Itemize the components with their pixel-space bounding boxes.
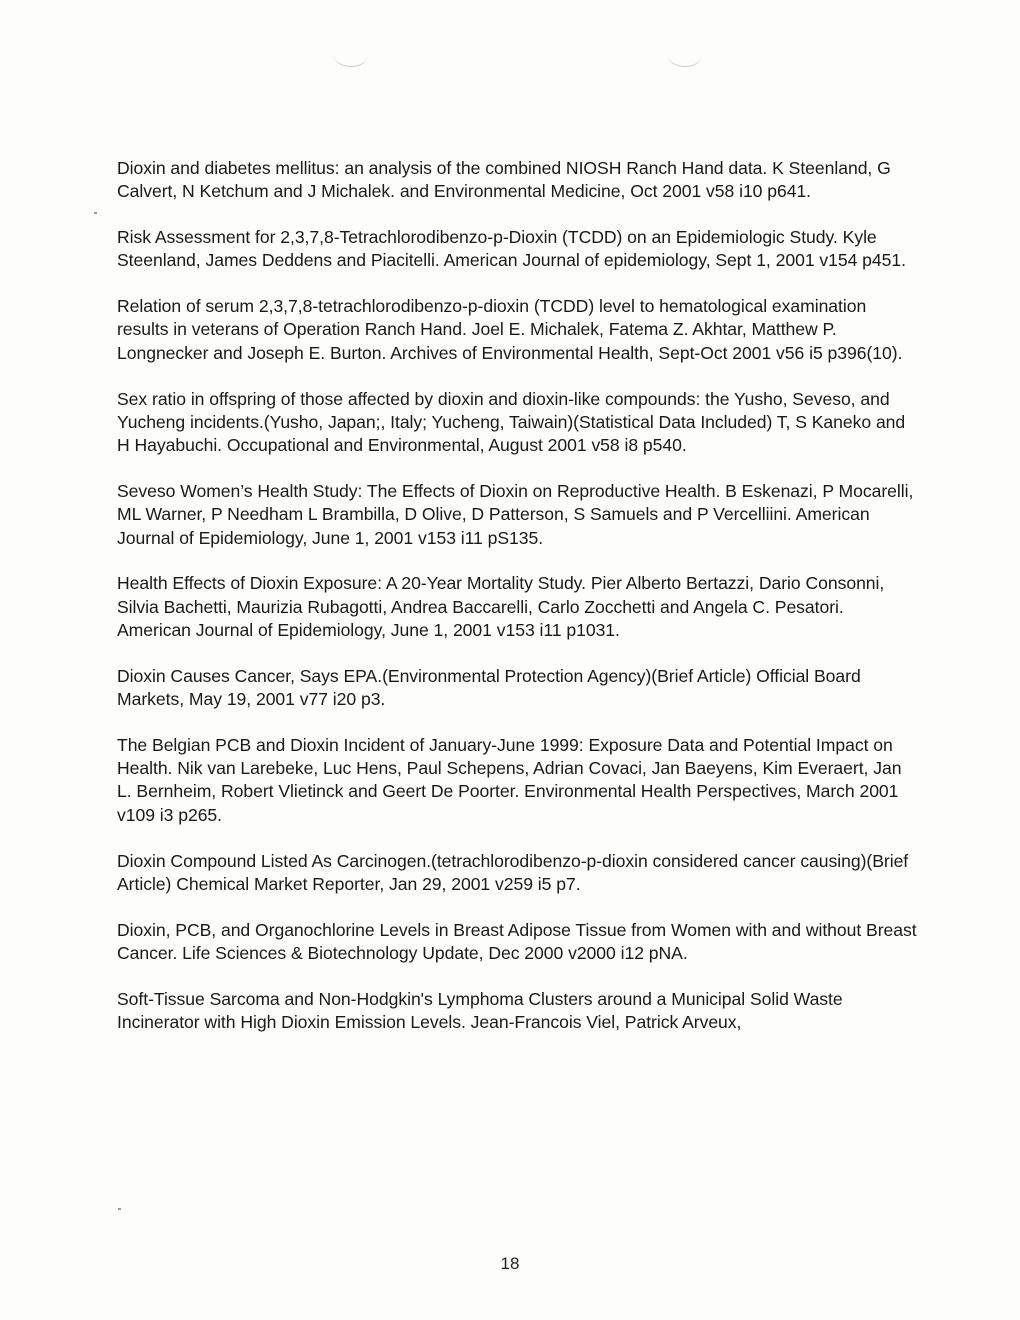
reference-title: The Belgian PCB and Dioxin Incident of January-June 1999: Exposure Data and Potential Impact on Health. (117, 734, 893, 779)
reference-source: American Journal of epidemiology, Sept 1, 2001 v154 p451. (443, 250, 906, 271)
reference-entry (117, 572, 917, 642)
reference-entry (117, 734, 917, 827)
reference-title: Soft-Tissue Sarcoma and Non-Hodgkin's Lymphoma Clusters around a Municipal Solid Waste Incinerator with High Dioxin Emission Levels. (117, 988, 843, 1033)
reference-authors: Joel E. Michalek, Fatema Z. Akhtar, Matthew P. Longnecker and Joseph E. Burton. (117, 319, 837, 363)
hole-punch-mark-right (668, 44, 702, 67)
reference-title: Risk Assessment for 2,3,7,8-Tetrachlorodibenzo-p-Dioxin (TCDD) on an Epidemiologic Study. (117, 227, 838, 248)
reference-source: Life Sciences & Biotechnology Update, Dec 2000 v2000 i12 pNA. (182, 942, 688, 963)
reference-entry (117, 919, 917, 966)
reference-title: Sex ratio in offspring of those affected by dioxin and dioxin-like compounds: the Yusho, Seveso, and Yucheng incidents.(Yusho, Japan;, Italy; Yucheng, Taiwain)(Statistical Data Included) (117, 388, 890, 432)
reference-source: Occupational and Environmental, August 2001 v58 i8 p540. (226, 435, 687, 456)
reference-title: Dioxin, PCB, and Organochlorine Levels in Breast Adipose Tissue from Women with and without Breast Cancer. (117, 919, 917, 963)
reference-entry (117, 388, 917, 458)
reference-authors: K Steenland, G Calvert, N Ketchum and J Michalek. (117, 158, 891, 202)
reference-source: Chemical Market Reporter, Jan 29, 2001 v259 i5 p7. (176, 873, 581, 894)
reference-title: Dioxin Causes Cancer, Says EPA.(Environmental Protection Agency)(Brief Article) (117, 665, 752, 686)
reference-title: Dioxin Compound Listed As Carcinogen.(tetrachlorodibenzo-p-dioxin considered cancer causing)(Brief Article) (117, 850, 909, 894)
reference-title: Dioxin and diabetes mellitus: an analysis of the combined NIOSH Ranch Hand data. (117, 158, 768, 178)
reference-entry (117, 295, 917, 365)
reference-source: American Journal of Epidemiology, June 1, 2001 v153 i11 p1031. (117, 619, 620, 640)
reference-authors: B Eskenazi, P Mocarelli, ML Warner, P Needham L Brambilla, D Olive, D Patterson, S Samuels and P Vercelliini. (117, 480, 914, 525)
hole-punch-mark-left (334, 44, 368, 67)
reference-authors: Jean-Francois Viel, Patrick Arveux, (470, 1012, 742, 1033)
reference-entry (117, 850, 917, 897)
reference-title: Seveso Women’s Health Study: The Effects of Dioxin on Reproductive Health. (117, 480, 721, 501)
page-number: 18 (500, 1254, 520, 1273)
reference-authors: T, S Kaneko and H Hayabuchi. (117, 411, 906, 456)
reference-source: American Journal of Epidemiology, June 1, 2001 v153 i11 pS135. (117, 504, 870, 548)
reference-title: Relation of serum 2,3,7,8-tetrachlorodibenzo-p-dioxin (TCDD) level to hematological examination results in veterans of Operation Ranch Hand. (117, 296, 867, 340)
reference-entry (117, 665, 917, 712)
reference-source: Archives of Environmental Health, Sept-Oct 2001 v56 i5 p396(10). (390, 342, 903, 363)
reference-authors: Nik van Larebeke, Luc Hens, Paul Schepens, Adrian Covaci, Jan Baeyens, Kim Everaert, Jan L. Bernheim, Robert Vlietinck and Geert De Poorter. (117, 758, 902, 802)
reference-source: Environmental Health Perspectives, March 2001 v109 i3 p265. (117, 781, 899, 825)
reference-authors: Pier Alberto Bertazzi, Dario Consonni, Silvia Bachetti, Maurizia Rubagotti, Andrea Baccarelli, Carlo Zocchetti and Angela C. Pesatori. (117, 573, 885, 617)
reference-entry (117, 157, 917, 204)
reference-source: Official Board Markets, May 19, 2001 v77 i20 p3. (117, 665, 861, 710)
reference-list (117, 157, 917, 1057)
reference-entry (117, 226, 917, 273)
reference-title: Health Effects of Dioxin Exposure: A 20-Year Mortality Study. (117, 573, 586, 594)
scan-speck (118, 1208, 121, 1210)
reference-entry (117, 480, 917, 550)
reference-authors: Kyle Steenland, James Deddens and Piacitelli. (117, 227, 877, 271)
scan-speck (94, 212, 97, 214)
reference-source: and Environmental Medicine, Oct 2001 v58 i10 p641. (399, 181, 812, 202)
reference-entry (117, 988, 917, 1035)
